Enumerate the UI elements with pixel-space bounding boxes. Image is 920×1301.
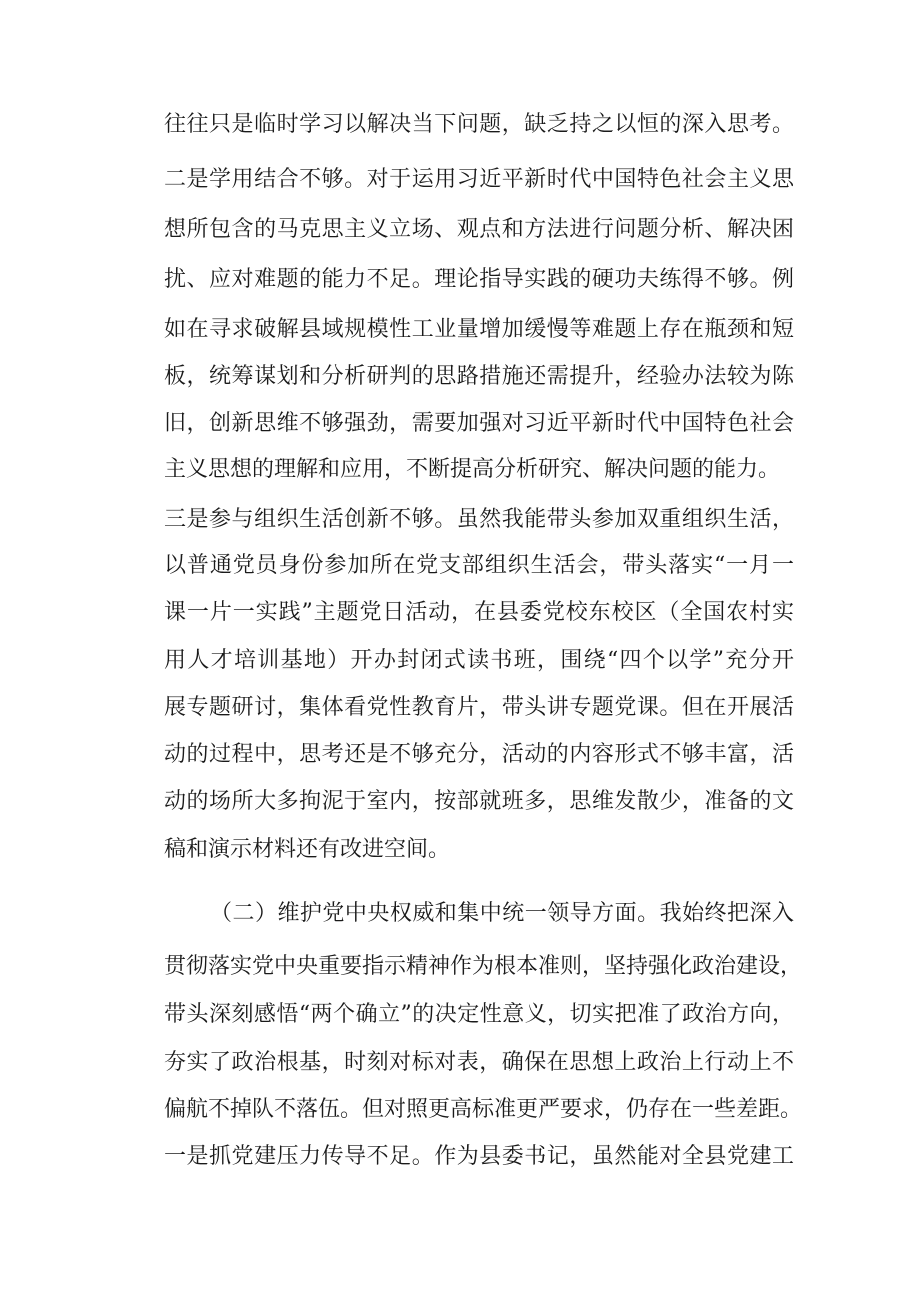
paragraph-start-line: （二）维护党中央权威和集中统一领导方面。我始终把深入 bbox=[210, 901, 794, 926]
text-line: 想所包含的马克思主义立场、观点和方法进行问题分析、解决困 bbox=[164, 217, 794, 242]
text-line: 主义思想的理解和应用，不断提高分析研究、解决问题的能力。 bbox=[164, 457, 781, 482]
text-line: 板，统筹谋划和分析研判的思路措施还需提升，经验办法较为陈 bbox=[164, 364, 794, 389]
text-line: 稿和演示材料还有改进空间。 bbox=[164, 837, 451, 862]
text-line: 夯实了政治根基，时刻对标对表，确保在思想上政治上行动上不 bbox=[164, 1050, 794, 1075]
text-line: 扰、应对难题的能力不足。理论指导实践的硬功夫练得不够。例 bbox=[164, 267, 794, 292]
text-line: 偏航不掉队不落伍。但对照更高标准更严要求，仍存在一些差距。 bbox=[164, 1097, 803, 1122]
text-line: 动的过程中，思考还是不够充分，活动的内容形式不够丰富，活 bbox=[164, 742, 794, 767]
text-line: 往往只是临时学习以解决当下问题，缺乏持之以恒的深入思考。 bbox=[164, 112, 794, 137]
text-line: 三是参与组织生活创新不够。虽然我能带头参加双重组织生活， bbox=[164, 507, 794, 532]
text-line: 动的场所大多拘泥于室内，按部就班多，思维发散少，准备的文 bbox=[164, 789, 794, 814]
text-line: 如在寻求破解县域规模性工业量增加缓慢等难题上存在瓶颈和短 bbox=[164, 317, 794, 342]
text-line: 课一片一实践”主题党日活动，在县委党校东校区（全国农村实 bbox=[164, 600, 794, 625]
text-line: 贯彻落实党中央重要指示精神作为根本准则，坚持强化政治建设， bbox=[164, 954, 803, 979]
text-line: 二是学用结合不够。对于运用习近平新时代中国特色社会主义思 bbox=[164, 167, 794, 192]
text-line: 旧，创新思维不够强劲，需要加强对习近平新时代中国特色社会 bbox=[164, 411, 794, 436]
text-line: 展专题研讨，集体看党性教育片，带头讲专题党课。但在开展活 bbox=[164, 695, 794, 720]
text-line: 一是抓党建压力传导不足。作为县委书记，虽然能对全县党建工 bbox=[164, 1144, 794, 1169]
text-line: 用人才培训基地）开办封闭式读书班，围绕“四个以学”充分开 bbox=[164, 648, 794, 673]
text-line: 以普通党员身份参加所在党支部组织生活会，带头落实“一月一 bbox=[164, 553, 794, 578]
text-line: 带头深刻感悟“两个确立”的决定性意义，切实把准了政治方向， bbox=[164, 1002, 794, 1027]
